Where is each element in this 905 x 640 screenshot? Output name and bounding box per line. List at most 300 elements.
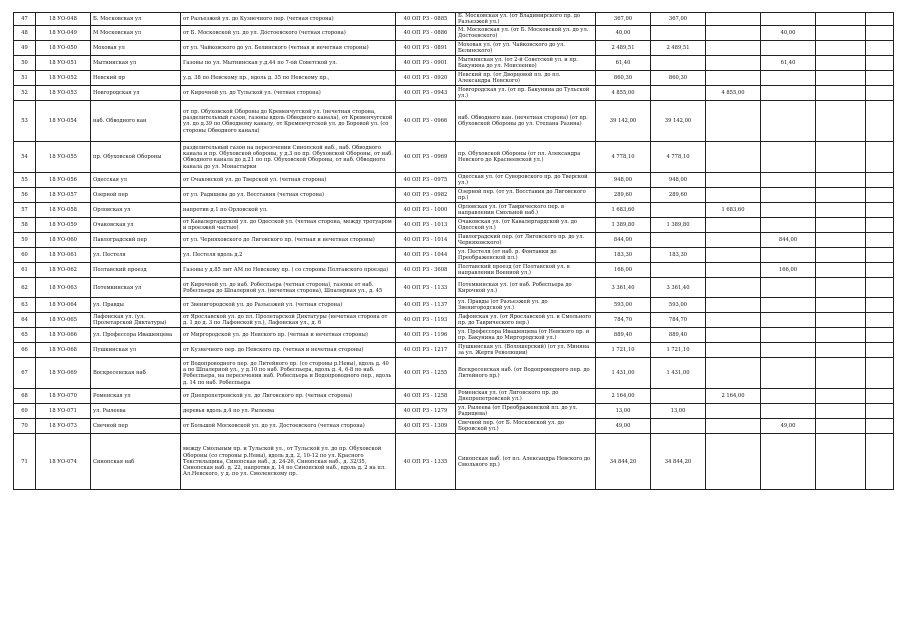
cell-empty xyxy=(866,188,894,203)
cell-v3 xyxy=(706,358,761,389)
table-row xyxy=(14,298,894,313)
cell-code: 18 УО-069 xyxy=(36,358,91,389)
cell-code: 18 УО-062 xyxy=(36,263,91,278)
cell-v4 xyxy=(761,328,816,343)
cell-empty xyxy=(866,419,894,434)
cell-v4 xyxy=(761,298,816,313)
cell-empty xyxy=(816,434,866,490)
cell-v3 xyxy=(706,343,761,358)
cell-num: 70 xyxy=(14,419,36,434)
cell-v2: 2 489,51 xyxy=(651,41,706,56)
table-row xyxy=(14,218,894,233)
cell-empty xyxy=(866,173,894,188)
cell-v4 xyxy=(761,404,816,419)
cell-name: Пушкинская ул xyxy=(91,343,181,358)
cell-v4 xyxy=(761,86,816,101)
cell-v3 xyxy=(706,328,761,343)
cell-name: ул. Профессора Ивашенцева xyxy=(91,328,181,343)
cell-num: 64 xyxy=(14,313,36,328)
cell-empty xyxy=(866,343,894,358)
cell-desc: от Миргородской ул. до Невского пр. (четная и нечетная стороны) xyxy=(181,328,396,343)
cell-reg: 40 ОП РЗ - 0943 xyxy=(396,86,456,101)
cell-v4 xyxy=(761,313,816,328)
cell-empty xyxy=(866,263,894,278)
cell-empty xyxy=(816,71,866,86)
cell-v1: 1 431,00 xyxy=(596,358,651,389)
cell-empty xyxy=(816,41,866,56)
cell-empty xyxy=(816,56,866,71)
cell-name: Б. Московская ул xyxy=(91,13,181,26)
cell-num: 57 xyxy=(14,203,36,218)
cell-num: 59 xyxy=(14,233,36,248)
cell-range: Б. Московская ул. (от Владимирского пр. до Разъезжей ул.) xyxy=(456,13,596,26)
cell-desc: от Большой Московской ул. до ул. Достоевского (четная сторона) xyxy=(181,419,396,434)
table-row xyxy=(14,13,894,26)
table-row xyxy=(14,173,894,188)
cell-range: Невский пр. (от Дворцовой пл. до пл. Александра Невского) xyxy=(456,71,596,86)
cell-range: Синопская наб. (от пл. Александра Невского до Смольного пр.) xyxy=(456,434,596,490)
cell-name: ул. Правды xyxy=(91,298,181,313)
cell-reg: 40 ОП РЗ - 0920 xyxy=(396,71,456,86)
cell-v4 xyxy=(761,278,816,298)
cell-num: 62 xyxy=(14,278,36,298)
table-row xyxy=(14,263,894,278)
cell-empty xyxy=(816,26,866,41)
cell-v3 xyxy=(706,404,761,419)
cell-code: 18 УО-051 xyxy=(36,56,91,71)
table-row xyxy=(14,343,894,358)
cell-v2 xyxy=(651,233,706,248)
cell-reg: 40 ОП РЗ - 0891 xyxy=(396,41,456,56)
cell-code: 18 УО-058 xyxy=(36,203,91,218)
cell-v4 xyxy=(761,248,816,263)
cell-v4 xyxy=(761,203,816,218)
cell-desc: от Ярославской ул. до пл. Пролетарской Диктатуры (нечетная сторона от д. 1 до д. 3 по Лафонской ул.), Лафонская ул., д. 6 xyxy=(181,313,396,328)
cell-v3 xyxy=(706,71,761,86)
cell-reg: 40 ОП РЗ - 1255 xyxy=(396,358,456,389)
cell-empty xyxy=(816,101,866,142)
cell-v4 xyxy=(761,389,816,404)
cell-desc: между Смольным пр. и Тульской ул., от Тульской ул. до пр. Обуховской Обороны (со стороны р.Невы), вдоль д.д. 2, 10-12 по ул. Красного Текстильщика, Синопская наб., д. 24-26, Синопская наб., д. 32/35, Синопская наб. д. 22, напротив д. 14 по Синопской наб., вдоль д. 2 на пл. Ал.Невского, у д. по ул. Смоленскому пр. xyxy=(181,434,396,490)
cell-range: Потемкинская ул. (от наб. Робеспьера до Кирочной ул.) xyxy=(456,278,596,298)
cell-v2 xyxy=(651,26,706,41)
cell-empty xyxy=(866,248,894,263)
cell-empty xyxy=(816,263,866,278)
cell-range: Мытнинская ул. (от 2-й Советской ул. и пр. Бакунина до ул. Моисеенко) xyxy=(456,56,596,71)
cell-range: ул. Правды (от Разъезжей ул. до Звенигородской ул.) xyxy=(456,298,596,313)
cell-name: Свечной пер xyxy=(91,419,181,434)
cell-empty xyxy=(866,13,894,26)
cell-range: пр. Обуховской Обороны (от пл. Александра Невского до Краснеевской ул.) xyxy=(456,142,596,173)
cell-desc: от Кирочной ул. до наб. Робеспьера (четная сторона), газоны от наб. Робеспьера до Шпалерной ул. (нечетная сторона), Шпалерная ул., д. 45 xyxy=(181,278,396,298)
cell-code: 18 УО-061 xyxy=(36,248,91,263)
cell-v4 xyxy=(761,218,816,233)
cell-v4 xyxy=(761,188,816,203)
table-row xyxy=(14,71,894,86)
cell-v1: 34 844,20 xyxy=(596,434,651,490)
cell-v2 xyxy=(651,56,706,71)
cell-v2: 34 844,20 xyxy=(651,434,706,490)
table-row xyxy=(14,86,894,101)
cell-desc: от ул. Радищева до ул. Восстания (четная сторона) xyxy=(181,188,396,203)
cell-v2 xyxy=(651,263,706,278)
document-sheet xyxy=(13,12,893,490)
cell-v2: 1 721,10 xyxy=(651,343,706,358)
cell-v1: 2 489,51 xyxy=(596,41,651,56)
table-row xyxy=(14,56,894,71)
cell-num: 48 xyxy=(14,26,36,41)
table-row xyxy=(14,233,894,248)
cell-v3 xyxy=(706,173,761,188)
cell-name: Синопская наб xyxy=(91,434,181,490)
cell-empty xyxy=(816,233,866,248)
cell-v3 xyxy=(706,142,761,173)
cell-name: Озерной пер xyxy=(91,188,181,203)
cell-name: Лафонская ул. (ул. Пролетарской Диктатуры) xyxy=(91,313,181,328)
cell-v2: 367,00 xyxy=(651,13,706,26)
cell-code: 18 УО-073 xyxy=(36,419,91,434)
cell-v2: 784,70 xyxy=(651,313,706,328)
table-row xyxy=(14,26,894,41)
cell-v1: 4 855,00 xyxy=(596,86,651,101)
cell-name: ул. Пестеля xyxy=(91,248,181,263)
cell-v4: 40,00 xyxy=(761,26,816,41)
table-body xyxy=(14,13,894,490)
cell-code: 18 УО-066 xyxy=(36,328,91,343)
cell-range: Озерной пер. (от ул. Восстания до Лиговского пр.) xyxy=(456,188,596,203)
cell-v3 xyxy=(706,13,761,26)
cell-desc: от Очаковской ул. до Тверской ул. (четная сторона) xyxy=(181,173,396,188)
cell-reg: 40 ОП РЗ - 0901 xyxy=(396,56,456,71)
cell-empty xyxy=(816,86,866,101)
cell-num: 53 xyxy=(14,101,36,142)
cell-num: 71 xyxy=(14,434,36,490)
cell-num: 63 xyxy=(14,298,36,313)
cell-name: М Московская ул xyxy=(91,26,181,41)
cell-reg: 40 ОП РЗ - 1000 xyxy=(396,203,456,218)
cell-v1: 289,60 xyxy=(596,188,651,203)
cell-v3 xyxy=(706,101,761,142)
cell-reg: 40 ОП РЗ - 1258 xyxy=(396,389,456,404)
cell-reg: 40 ОП РЗ - 0969 xyxy=(396,142,456,173)
cell-code: 18 УО-055 xyxy=(36,142,91,173)
cell-desc: от Кавалергардской ул. до Одесской ул. (четная сторона, между тротуаром и проезжей частью) xyxy=(181,218,396,233)
cell-reg: 40 ОП РЗ - 1137 xyxy=(396,298,456,313)
cell-empty xyxy=(866,358,894,389)
cell-v1: 13,00 xyxy=(596,404,651,419)
cell-num: 54 xyxy=(14,142,36,173)
cell-empty xyxy=(866,404,894,419)
cell-v1: 784,70 xyxy=(596,313,651,328)
cell-v2: 889,40 xyxy=(651,328,706,343)
table-row xyxy=(14,41,894,56)
cell-v1: 49,00 xyxy=(596,419,651,434)
cell-reg: 40 ОП РЗ - 0885 xyxy=(396,13,456,26)
cell-code: 18 УО-056 xyxy=(36,173,91,188)
cell-name: Одесская ул xyxy=(91,173,181,188)
cell-code: 18 УО-048 xyxy=(36,13,91,26)
table-row xyxy=(14,142,894,173)
cell-num: 47 xyxy=(14,13,36,26)
cell-empty xyxy=(866,278,894,298)
cell-v4 xyxy=(761,434,816,490)
cell-empty xyxy=(816,203,866,218)
cell-range: наб. Обводного кан. (нечетная сторона) (от пр. Обуховской Обороны до ул. Степана Разина) xyxy=(456,101,596,142)
cell-num: 69 xyxy=(14,404,36,419)
cell-v2 xyxy=(651,86,706,101)
cell-range: Павлоградский пер. (от Лиговского пр. до ул. Черняховского) xyxy=(456,233,596,248)
cell-v1: 948,00 xyxy=(596,173,651,188)
cell-empty xyxy=(866,86,894,101)
cell-v4: 844,00 xyxy=(761,233,816,248)
cell-range: Орловская ул. (от Таврического пер. в направлении Смольной наб.) xyxy=(456,203,596,218)
cell-v4 xyxy=(761,358,816,389)
cell-desc: напротив д.1 по Орловской ул. xyxy=(181,203,396,218)
cell-empty xyxy=(866,328,894,343)
cell-reg: 40 ОП РЗ - 1133 xyxy=(396,278,456,298)
table-row xyxy=(14,389,894,404)
cell-num: 58 xyxy=(14,218,36,233)
cell-v1: 367,00 xyxy=(596,13,651,26)
cell-name: Очаковская ул xyxy=(91,218,181,233)
cell-v1: 860,30 xyxy=(596,71,651,86)
cell-v3 xyxy=(706,41,761,56)
cell-v3: 4 855,00 xyxy=(706,86,761,101)
cell-empty xyxy=(816,358,866,389)
cell-desc: от Кирочной ул. до Тульской ул. (четная сторона) xyxy=(181,86,396,101)
cell-name: ул. Рылеева xyxy=(91,404,181,419)
cell-name: Моховая ул xyxy=(91,41,181,56)
cell-empty xyxy=(816,404,866,419)
cell-v2 xyxy=(651,419,706,434)
cell-range: Свечной пер. (от Б. Московской ул. до Боровской ул.) xyxy=(456,419,596,434)
cell-v2: 1 389,80 xyxy=(651,218,706,233)
cell-range: Пушкинская ул. (Волошерский) (от ул. Миннна за ул. Жертв Революции) xyxy=(456,343,596,358)
cell-desc: от Б. Московской ул. до ул. Достоевского (четная сторона) xyxy=(181,26,396,41)
cell-desc: Газоны у д.85 лит АМ по Невскому пр. ( со стороны Полтавского проезда) xyxy=(181,263,396,278)
cell-name: Невский пр xyxy=(91,71,181,86)
cell-v2: 593,00 xyxy=(651,298,706,313)
cell-desc: от пр. Обуховской Обороны до Кременчугской ул. (нечетная сторона, разделительный газон, газоны вдоль Обводного канала), от Кременчугской ул. до д.39 по Обводному каналу, от Кременчугской ул. до Боровой ул. (со стороны Обводного канала) xyxy=(181,101,396,142)
table-row xyxy=(14,188,894,203)
cell-v1: 844,00 xyxy=(596,233,651,248)
cell-v1: 183,30 xyxy=(596,248,651,263)
cell-empty xyxy=(816,142,866,173)
cell-name: Роменская ул xyxy=(91,389,181,404)
cell-reg: 40 ОП РЗ - 0982 xyxy=(396,188,456,203)
cell-desc: у.д. 38 по Невскому пр., вдоль д. 35 по Невскому пр., xyxy=(181,71,396,86)
cell-v3 xyxy=(706,26,761,41)
cell-v4: 49,00 xyxy=(761,419,816,434)
cell-code: 18 УО-065 xyxy=(36,313,91,328)
cell-reg: 40 ОП РЗ - 1013 xyxy=(396,218,456,233)
cell-empty xyxy=(866,298,894,313)
cell-desc: от ул. Черняховского до Лиговского пр. (четная и нечетная стороны) xyxy=(181,233,396,248)
cell-code: 18 УО-074 xyxy=(36,434,91,490)
cell-range: ул. Профессора Ивашенцева (от Невского пр. и пр. Бакунина до Миргородской ул.) xyxy=(456,328,596,343)
cell-empty xyxy=(816,389,866,404)
cell-range: ул. Рылеева (от Преображенской пл. до ул. Радищева) xyxy=(456,404,596,419)
cell-code: 18 УО-054 xyxy=(36,101,91,142)
cell-empty xyxy=(816,298,866,313)
cell-v1: 4 778,10 xyxy=(596,142,651,173)
cell-desc: от ул. Чайковского до ул. Белинского (четная и нечетная стороны) xyxy=(181,41,396,56)
cell-v4: 61,40 xyxy=(761,56,816,71)
cell-empty xyxy=(816,173,866,188)
cell-v2: 1 431,00 xyxy=(651,358,706,389)
cell-empty xyxy=(866,233,894,248)
cell-empty xyxy=(866,434,894,490)
table-row xyxy=(14,313,894,328)
cell-v3 xyxy=(706,56,761,71)
cell-reg: 40 ОП РЗ - 1309 xyxy=(396,419,456,434)
cell-range: Новгородская ул. (от пр. Бакунина до Тульской ул.) xyxy=(456,86,596,101)
cell-name: Полтавский проезд xyxy=(91,263,181,278)
table-row xyxy=(14,404,894,419)
cell-code: 18 УО-050 xyxy=(36,41,91,56)
cell-name: Мытнинская ул xyxy=(91,56,181,71)
cell-name: Потемкинская ул xyxy=(91,278,181,298)
cell-name: Воскресенская наб xyxy=(91,358,181,389)
cell-num: 66 xyxy=(14,343,36,358)
cell-reg: 40 ОП РЗ - 3608 xyxy=(396,263,456,278)
cell-reg: 40 ОП РЗ - 0975 xyxy=(396,173,456,188)
cell-empty xyxy=(816,188,866,203)
cell-name: наб. Обводного кан xyxy=(91,101,181,142)
table-row xyxy=(14,358,894,389)
cell-v3: 1 683,60 xyxy=(706,203,761,218)
cell-code: 18 УО-071 xyxy=(36,404,91,419)
cell-num: 49 xyxy=(14,41,36,56)
cell-code: 18 УО-064 xyxy=(36,298,91,313)
cell-desc: Газоны по ул. Мытнинская у.д.44 по 7-ой Советской ул. xyxy=(181,56,396,71)
cell-v2: 3 361,40 xyxy=(651,278,706,298)
cell-num: 55 xyxy=(14,173,36,188)
cell-v3 xyxy=(706,218,761,233)
cell-name: Павлоградский пер xyxy=(91,233,181,248)
cell-empty xyxy=(816,278,866,298)
table-row xyxy=(14,328,894,343)
cell-desc: разделительный газон на пересечении Синопской наб., наб. Обводного канала и пр. Обуховской обороны, у д.3 по пр. Обуховской Обороны, от наб. Обводного канала до д.21 по пр. Обуховской Обороны, от наб. Обводного канала до ул. Монастырки xyxy=(181,142,396,173)
cell-range: Роменская ул. (от Лиговского пр. до Днепропетровской ул.) xyxy=(456,389,596,404)
cell-v1: 39 142,00 xyxy=(596,101,651,142)
cell-v1: 166,00 xyxy=(596,263,651,278)
cell-desc: ул. Пестеля вдоль д.2 xyxy=(181,248,396,263)
cell-empty xyxy=(866,389,894,404)
cell-v4 xyxy=(761,41,816,56)
cell-v4: 166,00 xyxy=(761,263,816,278)
cell-v1: 40,00 xyxy=(596,26,651,41)
cell-name: Новгородская ул xyxy=(91,86,181,101)
cell-empty xyxy=(866,41,894,56)
cell-empty xyxy=(866,218,894,233)
cell-v1: 889,40 xyxy=(596,328,651,343)
cell-v2: 39 142,00 xyxy=(651,101,706,142)
cell-reg: 40 ОП РЗ - 1196 xyxy=(396,328,456,343)
cell-v1: 1 683,60 xyxy=(596,203,651,218)
cell-v3 xyxy=(706,313,761,328)
cell-v3 xyxy=(706,298,761,313)
cell-reg: 40 ОП РЗ - 1014 xyxy=(396,233,456,248)
cell-empty xyxy=(866,142,894,173)
cell-v2: 860,30 xyxy=(651,71,706,86)
cell-desc: от Разъезжей ул. до Кузнечного пер. (четная сторона) xyxy=(181,13,396,26)
cell-num: 61 xyxy=(14,263,36,278)
cell-code: 18 УО-053 xyxy=(36,86,91,101)
cell-reg: 40 ОП РЗ - 1217 xyxy=(396,343,456,358)
cell-name: пр. Обуховской Обороны xyxy=(91,142,181,173)
cell-desc: деревья вдоль д.4 по ул. Рылеева xyxy=(181,404,396,419)
table-row xyxy=(14,434,894,490)
cell-empty xyxy=(866,56,894,71)
cell-v2: 948,00 xyxy=(651,173,706,188)
cell-v1: 3 361,40 xyxy=(596,278,651,298)
cell-code: 18 УО-063 xyxy=(36,278,91,298)
cell-v3 xyxy=(706,248,761,263)
cell-v2 xyxy=(651,389,706,404)
cell-v3 xyxy=(706,233,761,248)
cell-empty xyxy=(866,26,894,41)
cell-v4 xyxy=(761,173,816,188)
cell-empty xyxy=(816,313,866,328)
cell-empty xyxy=(816,218,866,233)
cell-v4 xyxy=(761,101,816,142)
cell-range: М. Московская ул. (от Б. Московской ул. до ул. Достоевского) xyxy=(456,26,596,41)
table-row xyxy=(14,278,894,298)
cell-range: Одесская ул. (от Суворовского пр. до Тверской ул.) xyxy=(456,173,596,188)
cell-reg: 40 ОП РЗ - 0886 xyxy=(396,26,456,41)
cell-v4 xyxy=(761,142,816,173)
cell-empty xyxy=(866,313,894,328)
cell-empty xyxy=(816,343,866,358)
cell-v2 xyxy=(651,203,706,218)
cell-v3 xyxy=(706,419,761,434)
cell-empty xyxy=(866,101,894,142)
roads-table xyxy=(13,12,894,490)
cell-code: 18 УО-057 xyxy=(36,188,91,203)
cell-v2: 289,60 xyxy=(651,188,706,203)
cell-v2: 13,00 xyxy=(651,404,706,419)
cell-empty xyxy=(816,248,866,263)
cell-code: 18 УО-049 xyxy=(36,26,91,41)
cell-desc: от Кузнечного пер. до Невского пр. (четная и нечетная стороны) xyxy=(181,343,396,358)
cell-range: Очаковская ул. (от Кавалергардской ул. до Одесской ул.) xyxy=(456,218,596,233)
cell-reg: 40 ОП РЗ - 0966 xyxy=(396,101,456,142)
cell-code: 18 УО-059 xyxy=(36,218,91,233)
table-row xyxy=(14,248,894,263)
table-row xyxy=(14,101,894,142)
cell-desc: от Водопроводного пер. до Литейного пр. (со стороны р.Невы), вдоль д. 40 а по Шпалерной ул., у д.10 по наб. Робеспьера, вдоль д. 4, 6-8 по наб. Робеспьера, на пересечении наб. Робеспьера и Водопроводного пер., вдоль д. 14 по наб. Робеспьера xyxy=(181,358,396,389)
cell-reg: 40 ОП РЗ - 1044 xyxy=(396,248,456,263)
cell-range: Моховая ул. (от ул. Чайковского до ул. Белинского) xyxy=(456,41,596,56)
cell-code: 18 УО-070 xyxy=(36,389,91,404)
cell-v3 xyxy=(706,278,761,298)
cell-num: 51 xyxy=(14,71,36,86)
cell-empty xyxy=(816,328,866,343)
cell-num: 68 xyxy=(14,389,36,404)
cell-range: Воскресенская наб. (от Водопроводного пер. до Литейного пр.) xyxy=(456,358,596,389)
cell-code: 18 УО-068 xyxy=(36,343,91,358)
cell-range: ул. Пестеля (от наб. р. Фонтанки до Преображенской пл.) xyxy=(456,248,596,263)
cell-num: 65 xyxy=(14,328,36,343)
cell-v2: 183,30 xyxy=(651,248,706,263)
cell-v3 xyxy=(706,434,761,490)
cell-desc: от Днепропетровской ул. до Лиговского пр. (четная сторона) xyxy=(181,389,396,404)
cell-v3 xyxy=(706,188,761,203)
cell-v1: 1 721,10 xyxy=(596,343,651,358)
cell-v4 xyxy=(761,343,816,358)
cell-num: 56 xyxy=(14,188,36,203)
